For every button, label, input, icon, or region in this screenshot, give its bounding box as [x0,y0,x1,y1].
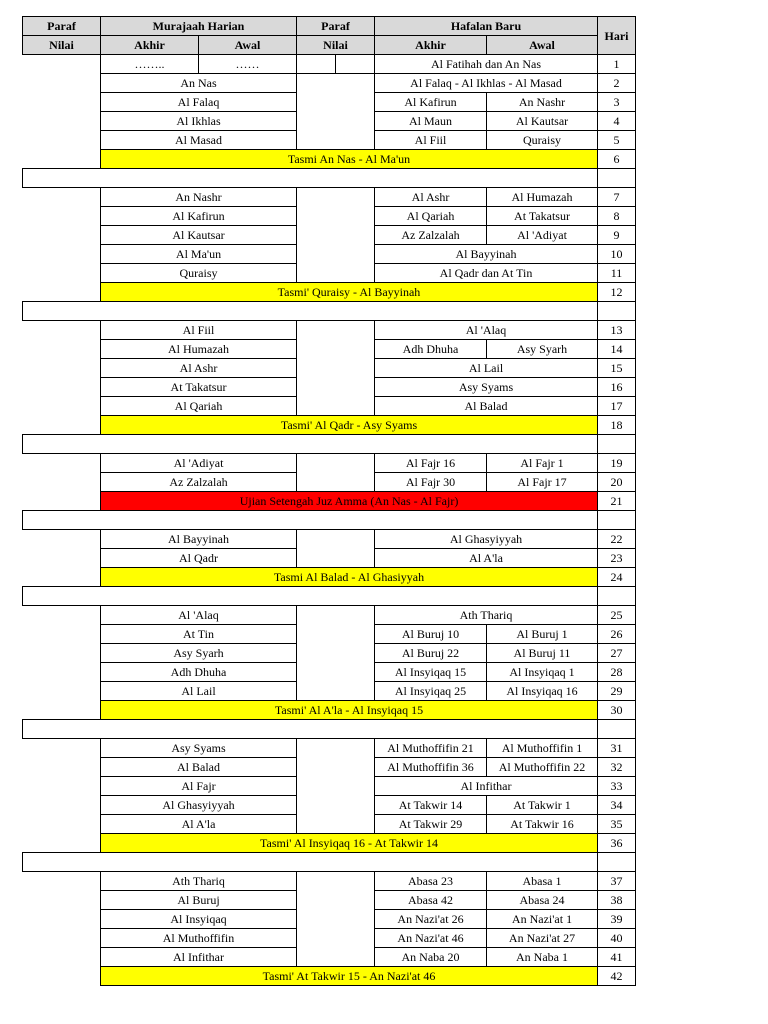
schedule-row [23,321,636,340]
paraf-left-cell [23,55,101,169]
murajaah-cell: Al Humazah [101,340,297,359]
hari-cell: 18 [598,416,636,435]
tasmi-row [23,967,636,986]
hari-cell: 21 [598,492,636,511]
separator-hari-cell [598,720,636,739]
paraf-nilai-cell [297,188,375,283]
murajaah-cell: Al A'la [101,815,297,834]
hari-cell: 42 [598,967,636,986]
hari-cell: 4 [598,112,636,131]
hafalan-awal-cell: Al Buruj 11 [487,644,598,663]
schedule-row [23,55,636,74]
hafalan-akhir-cell: An Nazi'at 46 [375,929,487,948]
paraf-left-cell [23,872,101,986]
hafalan-cell: Al Ghasyiyyah [375,530,598,549]
header-akhir-left: Akhir [101,36,199,55]
separator-cell [23,169,598,188]
murajaah-cell: Al Ikhlas [101,112,297,131]
header-nilai-right: Nilai [297,36,375,55]
header-row-1 [23,17,636,36]
hafalan-akhir-cell: Al Buruj 22 [375,644,487,663]
tasmi-cell: Tasmi' Al A'la - Al Insyiqaq 15 [101,701,598,720]
hari-cell: 22 [598,530,636,549]
hari-cell: 9 [598,226,636,245]
schedule-row [23,606,636,625]
murajaah-cell: Al Qariah [101,397,297,416]
hafalan-akhir-cell: An Nazi'at 26 [375,910,487,929]
tasmi-cell: Tasmi' At Takwir 15 - An Nazi'at 46 [101,967,598,986]
hafalan-akhir-cell: Al Muthoffifin 36 [375,758,487,777]
hafalan-cell: Al Infithar [375,777,598,796]
memorization-table [22,16,636,986]
hafalan-cell: Al Qadr dan At Tin [375,264,598,283]
murajaah-cell: Al Balad [101,758,297,777]
hari-cell: 17 [598,397,636,416]
schedule-row [23,872,636,891]
block-separator [23,720,636,739]
murajaah-cell: Al Ghasyiyyah [101,796,297,815]
separator-hari-cell [598,587,636,606]
hafalan-cell: Al 'Alaq [375,321,598,340]
separator-cell [23,587,598,606]
hari-cell: 6 [598,150,636,169]
separator-hari-cell [598,435,636,454]
hafalan-akhir-cell: Abasa 23 [375,872,487,891]
paraf-nilai-cell [297,872,375,967]
hafalan-akhir-cell: Al Fajr 30 [375,473,487,492]
hafalan-akhir-cell: Al Qariah [375,207,487,226]
murajaah-cell: Adh Dhuha [101,663,297,682]
paraf-nilai-cell [297,74,375,150]
separator-cell [23,853,598,872]
ujian-cell: Ujian Setengah Juz Amma (An Nas - Al Fajr) [101,492,598,511]
hafalan-akhir-cell: Al Buruj 10 [375,625,487,644]
murajaah-cell: Al Fajr [101,777,297,796]
murajaah-cell: Al Fiil [101,321,297,340]
hafalan-cell: Ath Thariq [375,606,598,625]
hafalan-awal-cell: Al Muthoffifin 22 [487,758,598,777]
hari-cell: 8 [598,207,636,226]
block-separator [23,587,636,606]
block-separator [23,435,636,454]
paraf-left-cell [23,454,101,511]
hafalan-akhir-cell: Al Ashr [375,188,487,207]
ujian-row [23,492,636,511]
murajaah-cell: Al Ma'un [101,245,297,264]
hafalan-awal-cell: Al Buruj 1 [487,625,598,644]
separator-cell [23,511,598,530]
murajaah-cell: Al Qadr [101,549,297,568]
murajaah-cell: Asy Syams [101,739,297,758]
separator-cell [23,435,598,454]
hari-cell: 24 [598,568,636,587]
murajaah-cell: Al Ashr [101,359,297,378]
hari-cell: 25 [598,606,636,625]
murajaah-cell: Al 'Adiyat [101,454,297,473]
hari-cell: 41 [598,948,636,967]
murajaah-cell: Al Insyiqaq [101,910,297,929]
hari-cell: 15 [598,359,636,378]
header-awal-left: Awal [199,36,297,55]
schedule-row [23,530,636,549]
header-murajaah: Murajaah Harian [101,17,297,36]
block-separator [23,302,636,321]
hafalan-akhir-cell: Al Insyiqaq 15 [375,663,487,682]
schedule-row [23,739,636,758]
murajaah-cell: Ath Thariq [101,872,297,891]
paraf-left-cell [23,321,101,435]
header-hafalan: Hafalan Baru [375,17,598,36]
hafalan-awal-cell: At Takatsur [487,207,598,226]
hafalan-akhir-cell: At Takwir 29 [375,815,487,834]
hari-cell: 7 [598,188,636,207]
murajaah-cell: Al Infithar [101,948,297,967]
hafalan-awal-cell: Al 'Adiyat [487,226,598,245]
hafalan-akhir-cell: At Takwir 14 [375,796,487,815]
tasmi-row [23,834,636,853]
paraf-nilai-cell [336,55,375,74]
hafalan-cell: Al Fatihah dan An Nas [375,55,598,74]
murajaah-cell: Al Kautsar [101,226,297,245]
murajaah-cell: Al Bayyinah [101,530,297,549]
hafalan-akhir-cell: An Naba 20 [375,948,487,967]
paraf-nilai-cell [297,55,336,74]
header-paraf-left: Paraf [23,17,101,36]
tasmi-cell: Tasmi An Nas - Al Ma'un [101,150,598,169]
murajaah-cell: Al Buruj [101,891,297,910]
paraf-nilai-cell [297,606,375,701]
header-awal-right: Awal [487,36,598,55]
hafalan-awal-cell: Al Insyiqaq 16 [487,682,598,701]
paraf-nilai-cell [297,321,375,416]
paraf-left-cell [23,606,101,720]
hari-cell: 32 [598,758,636,777]
header-paraf-right: Paraf [297,17,375,36]
schedule-row [23,454,636,473]
murajaah-cell: Al Muthoffifin [101,929,297,948]
hari-cell: 1 [598,55,636,74]
separator-hari-cell [598,302,636,321]
hari-cell: 38 [598,891,636,910]
paraf-left-cell [23,530,101,587]
hari-cell: 16 [598,378,636,397]
tasmi-row [23,416,636,435]
hafalan-awal-cell: An Nashr [487,93,598,112]
hafalan-awal-cell: An Nazi'at 1 [487,910,598,929]
murajaah-cell: Az Zalzalah [101,473,297,492]
hafalan-awal-cell: Asy Syarh [487,340,598,359]
header-hari: Hari [598,17,636,55]
block-separator [23,853,636,872]
hafalan-cell: Asy Syams [375,378,598,397]
hafalan-awal-cell: An Naba 1 [487,948,598,967]
murajaah-cell: Al 'Alaq [101,606,297,625]
hafalan-akhir-cell: Az Zalzalah [375,226,487,245]
tasmi-cell: Tasmi Al Balad - Al Ghasiyyah [101,568,598,587]
hari-cell: 2 [598,74,636,93]
hafalan-cell: Al Lail [375,359,598,378]
hafalan-awal-cell: At Takwir 16 [487,815,598,834]
hari-cell: 37 [598,872,636,891]
hafalan-akhir-cell: Al Kafirun [375,93,487,112]
hafalan-awal-cell: Al Insyiqaq 1 [487,663,598,682]
separator-hari-cell [598,853,636,872]
hari-cell: 23 [598,549,636,568]
block-separator [23,511,636,530]
separator-cell [23,302,598,321]
hafalan-awal-cell: Abasa 1 [487,872,598,891]
hafalan-akhir-cell: Abasa 42 [375,891,487,910]
hafalan-akhir-cell: Al Maun [375,112,487,131]
murajaah-cell: An Nashr [101,188,297,207]
header-akhir-right: Akhir [375,36,487,55]
hari-cell: 26 [598,625,636,644]
header-nilai-left: Nilai [23,36,101,55]
hari-cell: 27 [598,644,636,663]
hafalan-awal-cell: Quraisy [487,131,598,150]
murajaah-cell: An Nas [101,74,297,93]
hari-cell: 12 [598,283,636,302]
separator-cell [23,720,598,739]
hafalan-awal-cell: Al Fajr 1 [487,454,598,473]
hafalan-cell: Al Balad [375,397,598,416]
murajaah-cell: Al Kafirun [101,207,297,226]
hari-cell: 19 [598,454,636,473]
tasmi-row [23,150,636,169]
murajaah-cell: At Takatsur [101,378,297,397]
hafalan-akhir-cell: Adh Dhuha [375,340,487,359]
murajaah-awal-cell: …… [199,55,297,74]
tasmi-row [23,283,636,302]
hari-cell: 34 [598,796,636,815]
hari-cell: 20 [598,473,636,492]
murajaah-akhir-cell: …….. [101,55,199,74]
hafalan-awal-cell: Al Fajr 17 [487,473,598,492]
paraf-left-cell [23,739,101,853]
hafalan-awal-cell: An Nazi'at 27 [487,929,598,948]
murajaah-cell: Al Falaq [101,93,297,112]
hafalan-awal-cell: Abasa 24 [487,891,598,910]
block-separator [23,169,636,188]
hari-cell: 35 [598,815,636,834]
paraf-nilai-cell [297,739,375,834]
hari-cell: 10 [598,245,636,264]
murajaah-cell: Al Lail [101,682,297,701]
tasmi-row [23,701,636,720]
murajaah-cell: Asy Syarh [101,644,297,663]
tasmi-cell: Tasmi' Al Insyiqaq 16 - At Takwir 14 [101,834,598,853]
hari-cell: 40 [598,929,636,948]
paraf-left-cell [23,188,101,302]
murajaah-cell: At Tin [101,625,297,644]
hafalan-akhir-cell: Al Fajr 16 [375,454,487,473]
hafalan-awal-cell: Al Humazah [487,188,598,207]
separator-hari-cell [598,511,636,530]
hari-cell: 5 [598,131,636,150]
hari-cell: 39 [598,910,636,929]
hafalan-cell: Al A'la [375,549,598,568]
schedule-row [23,74,636,93]
separator-hari-cell [598,169,636,188]
hari-cell: 3 [598,93,636,112]
hari-cell: 30 [598,701,636,720]
hafalan-awal-cell: At Takwir 1 [487,796,598,815]
hari-cell: 29 [598,682,636,701]
header-row-2 [23,36,636,55]
hari-cell: 36 [598,834,636,853]
hafalan-akhir-cell: Al Insyiqaq 25 [375,682,487,701]
tasmi-cell: Tasmi' Al Qadr - Asy Syams [101,416,598,435]
paraf-nilai-cell [297,530,375,568]
schedule-sheet [22,16,636,986]
tasmi-row [23,568,636,587]
murajaah-cell: Quraisy [101,264,297,283]
tasmi-cell: Tasmi' Quraisy - Al Bayyinah [101,283,598,302]
hafalan-awal-cell: Al Muthoffifin 1 [487,739,598,758]
hari-cell: 13 [598,321,636,340]
hari-cell: 11 [598,264,636,283]
hafalan-akhir-cell: Al Fiil [375,131,487,150]
hafalan-cell: Al Bayyinah [375,245,598,264]
hari-cell: 28 [598,663,636,682]
murajaah-cell: Al Masad [101,131,297,150]
hari-cell: 33 [598,777,636,796]
hafalan-akhir-cell: Al Muthoffifin 21 [375,739,487,758]
schedule-row [23,188,636,207]
hafalan-awal-cell: Al Kautsar [487,112,598,131]
paraf-nilai-cell [297,454,375,492]
hari-cell: 31 [598,739,636,758]
hafalan-cell: Al Falaq - Al Ikhlas - Al Masad [375,74,598,93]
hari-cell: 14 [598,340,636,359]
